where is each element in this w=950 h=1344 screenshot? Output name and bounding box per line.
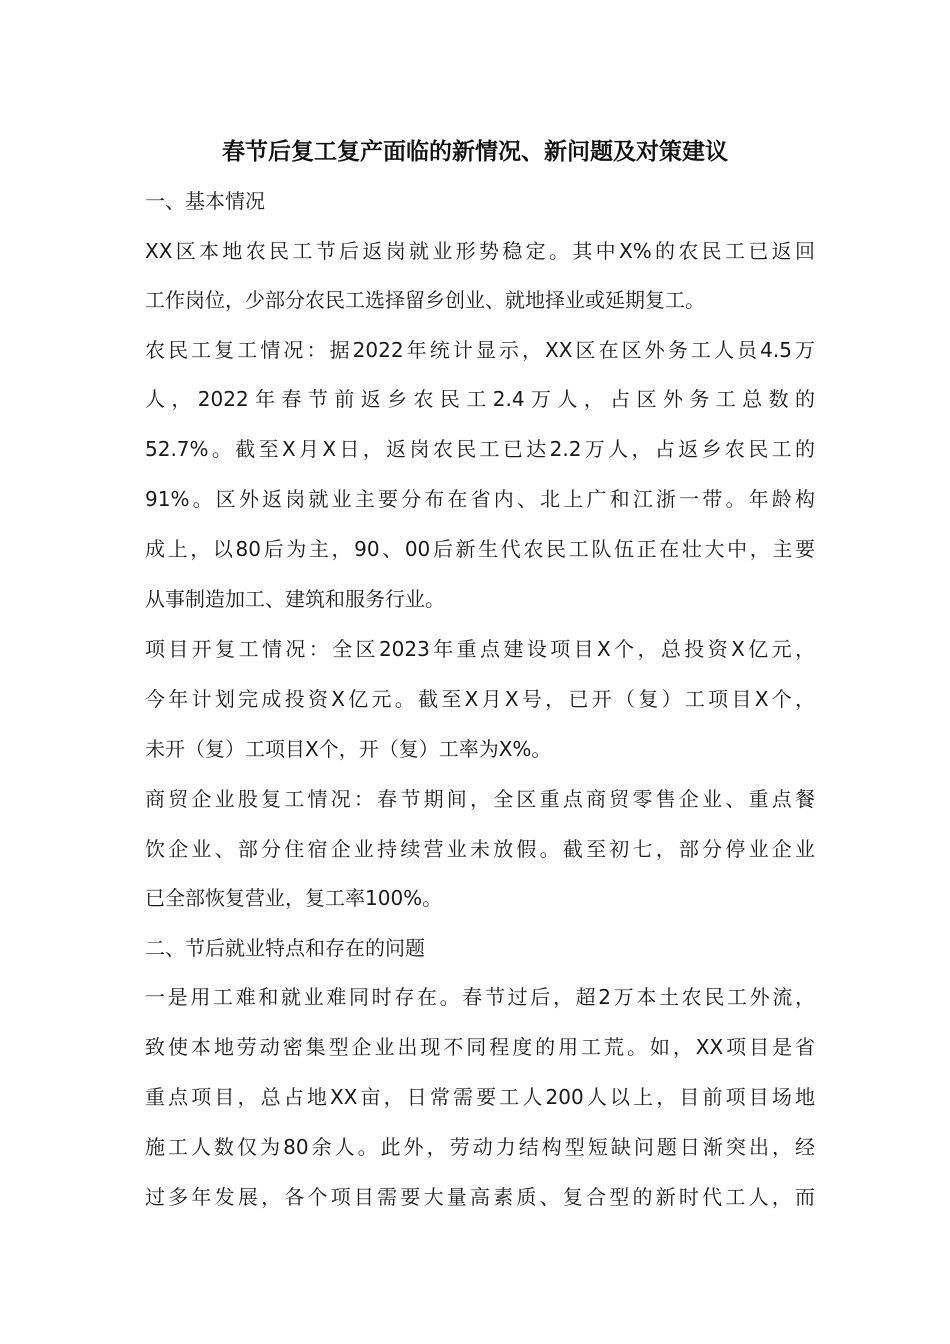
paragraph-line: 未开（复）工项目X个，开（复）工率为X%。 — [145, 737, 552, 761]
paragraph-line: 52.7%。截至X月X日，返岗农民工已达2.2万人，占返乡农民工的 — [145, 437, 815, 461]
paragraph-line: XX区本地农民工节后返岗就业形势稳定。其中X%的农民工已返回 — [145, 239, 815, 263]
paragraph-line: 一是用工难和就业难同时存在。春节过后，超2万本土农民工外流， — [145, 985, 815, 1009]
paragraph-line: 今年计划完成投资X亿元。截至X月X号，已开（复）工项目X个， — [145, 687, 815, 711]
paragraph-line: 施工人数仅为80余人。此外，劳动力结构型短缺问题日渐突出，经 — [145, 1135, 815, 1159]
section-heading-basic: 一、基本情况 — [145, 189, 265, 213]
paragraph-line: 重点项目，总占地XX亩，日常需要工人200人以上，目前项目场地 — [145, 1085, 815, 1109]
paragraph-line: 已全部恢复营业，复工率100%。 — [145, 886, 443, 910]
paragraph-line: 项目开复工情况：全区2023年重点建设项目X个，总投资X亿元， — [145, 637, 815, 661]
paragraph-line: 饮企业、部分住宿企业持续营业未放假。截至初七，部分停业企业 — [145, 837, 815, 861]
paragraph-line: 人，2022年春节前返乡农民工2.4万人，占区外务工总数的 — [145, 387, 815, 411]
document-title: 春节后复工复产面临的新情况、新问题及对策建议 — [222, 138, 728, 165]
paragraph-line: 从事制造加工、建筑和服务行业。 — [145, 587, 445, 611]
paragraph-line: 商贸企业股复工情况：春节期间，全区重点商贸零售企业、重点餐 — [145, 787, 815, 811]
section-heading-problems: 二、节后就业特点和存在的问题 — [145, 936, 425, 960]
paragraph-line: 91%。区外返岗就业主要分布在省内、北上广和江浙一带。年龄构 — [145, 487, 815, 511]
paragraph-line: 成上，以80后为主，90、00后新生代农民工队伍正在壮大中，主要 — [145, 537, 815, 561]
paragraph-line: 工作岗位，少部分农民工选择留乡创业、就地择业或延期复工。 — [145, 288, 705, 312]
paragraph-line: 农民工复工情况：据2022年统计显示，XX区在区外务工人员4.5万 — [145, 338, 815, 362]
paragraph-line: 过多年发展，各个项目需要大量高素质、复合型的新时代工人，而 — [145, 1185, 815, 1209]
paragraph-line: 致使本地劳动密集型企业出现不同程度的用工荒。如，XX项目是省 — [145, 1035, 815, 1059]
